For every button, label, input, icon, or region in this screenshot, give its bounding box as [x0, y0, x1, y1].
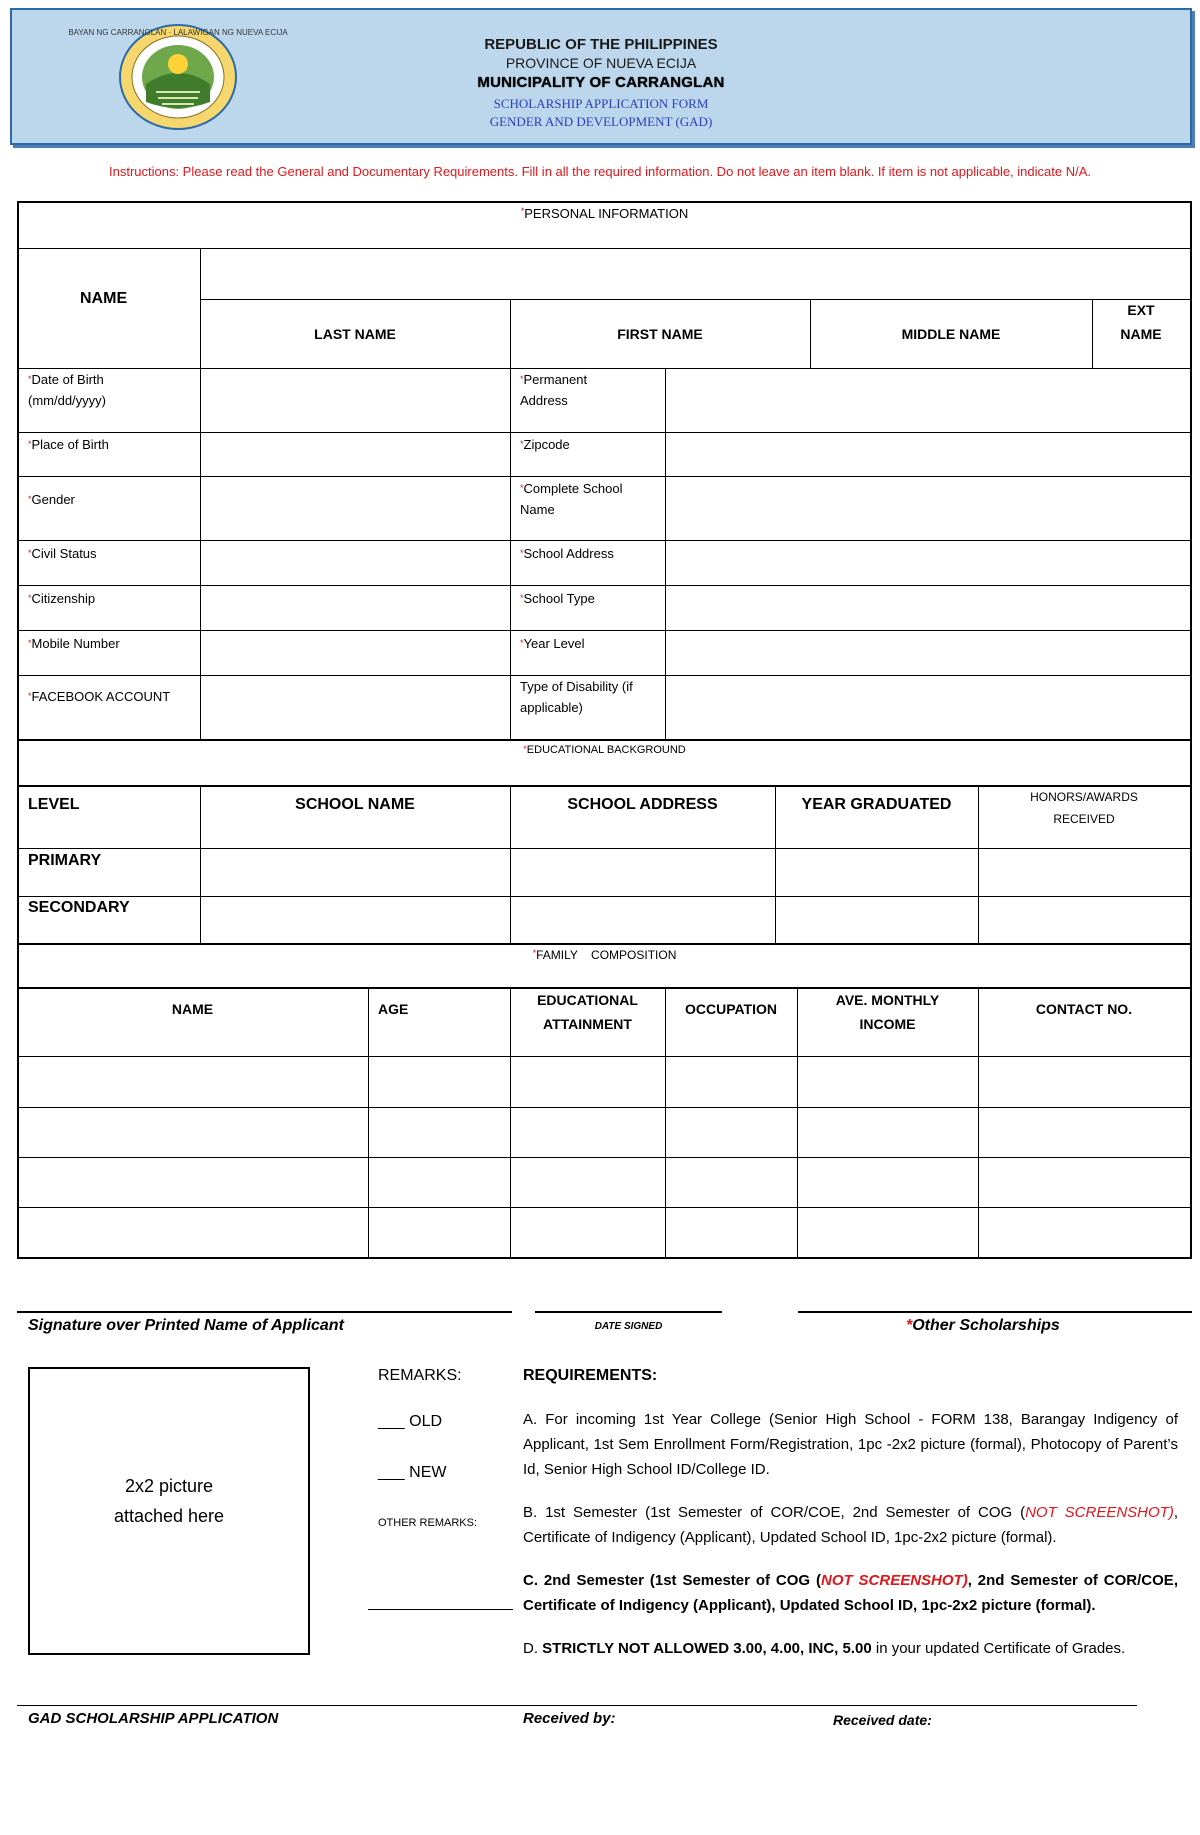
first-name-label: FIRST NAME — [617, 326, 703, 342]
requirement-d: D. STRICTLY NOT ALLOWED 3.00, 4.00, INC, 5.00 in your updated Certificate of Grades. — [523, 1640, 1126, 1657]
disability-input[interactable] — [666, 676, 1190, 738]
applicant-signature-input[interactable] — [17, 1285, 512, 1311]
gad-footer-label: GAD SCHOLARSHIP APPLICATION — [28, 1710, 279, 1727]
school-type-input[interactable] — [666, 586, 1190, 629]
col-educational-attainment: EDUCATIONAL ATTAINMENT — [537, 992, 638, 1032]
education-title: *EDUCATIONAL BACKGROUND — [523, 744, 686, 756]
requirement-c: C. 2nd Semester (1st Semester of COG (NOT SCREENSHOT), 2nd Semester of COR/COE, Certificate of Indigency (Applicant), Updated School ID, 1pc-2x2 picture (formal). — [523, 1572, 1178, 1614]
requirement-b: B. 1st Semester (1st Semester of COR/COE, 2nd Semester of COG (NOT SCREENSHOT), Certificate of Indigency (Applicant), Updated School ID, 1pc-2x2 picture (formal). — [523, 1504, 1178, 1546]
requirement-a: A. For incoming 1st Year College (Senior High School - FORM 138, Barangay Indigency of Applicant, 1st Sem Enrollment Form/Registration, 1pc -2x2 picture (formal), Photocopy of Parent’s Id, Senior High School ID/College ID. — [523, 1411, 1178, 1478]
permanent-address-label: *Permanent Address — [520, 372, 588, 408]
remarks-title: REMARKS: — [378, 1367, 462, 1384]
zipcode-input[interactable] — [666, 433, 1190, 475]
remarks-new[interactable]: ___ NEW — [378, 1464, 447, 1481]
place-of-birth-label: *Place of Birth — [28, 437, 109, 452]
col-family-name: NAME — [171, 1001, 214, 1017]
col-contact: CONTACT NO. — [1035, 1001, 1133, 1017]
mobile-number-label: *Mobile Number — [28, 636, 120, 651]
facebook-label: *FACEBOOK ACCOUNT — [28, 689, 171, 704]
col-honors: HONORS/AWARDS RECEIVED — [1030, 790, 1138, 826]
col-school-name: SCHOOL NAME — [295, 796, 415, 813]
year-level-input[interactable] — [666, 631, 1190, 674]
school-type-label: *School Type — [520, 591, 595, 606]
school-address-label: *School Address — [520, 546, 614, 561]
remarks-old[interactable]: ___ OLD — [378, 1413, 443, 1430]
instructions-text: Instructions: Please read the General and Documentary Requirements. Fill in all the required information. Do not leave an item blank. If item is not applicable, indicate N/A. — [108, 164, 1091, 179]
col-year-graduated: YEAR GRADUATED — [801, 796, 952, 813]
other-remarks-label: OTHER REMARKS: — [378, 1517, 478, 1529]
school-name-input[interactable] — [666, 477, 1190, 539]
school-address-input[interactable] — [666, 541, 1190, 584]
family-title: *FAMILY COMPOSITION — [532, 948, 677, 962]
header-republic: REPUBLIC OF THE PHILIPPINES — [484, 36, 718, 53]
applicant-signature-label: Signature over Printed Name of Applicant — [28, 1317, 344, 1334]
form-header — [10, 8, 1192, 145]
school-name-label: *Complete School Name — [520, 481, 623, 517]
last-name-label: LAST NAME — [314, 326, 396, 342]
header-municipality: MUNICIPALITY OF CARRANGLAN — [477, 74, 725, 91]
date-signed-input[interactable] — [535, 1285, 722, 1311]
photo-box[interactable] — [28, 1367, 310, 1655]
header-province: PROVINCE OF NUEVA ECIJA — [505, 55, 697, 71]
facebook-input[interactable] — [201, 676, 509, 738]
row-primary: PRIMARY — [28, 852, 102, 869]
header-form-title: SCHOLARSHIP APPLICATION FORM — [493, 96, 709, 111]
year-level-label: *Year Level — [520, 636, 585, 651]
row-secondary: SECONDARY — [28, 899, 130, 916]
col-level: LEVEL — [28, 796, 80, 813]
name-label: NAME — [80, 290, 128, 307]
zipcode-label: *Zipcode — [520, 437, 570, 452]
col-school-address: SCHOOL ADDRESS — [567, 796, 718, 813]
requirements-title: REQUIREMENTS: — [523, 1367, 658, 1384]
col-occupation: OCCUPATION — [684, 1001, 778, 1017]
family-row[interactable] — [19, 1108, 1190, 1156]
name-input[interactable] — [201, 250, 1190, 298]
citizenship-label: *Citizenship — [28, 591, 96, 606]
seal-text: BAYAN NG CARRANGLAN · LALAWIGAN NG NUEVA ECIJA — [68, 28, 288, 37]
other-scholarships-label: *Other Scholarships — [906, 1317, 1060, 1334]
dob-label: *Date of Birth (mm/dd/yyyy) — [28, 372, 106, 408]
photo-box-text: 2x2 picture attached here — [113, 1476, 225, 1526]
col-age: AGE — [378, 1001, 409, 1017]
header-gad: GENDER AND DEVELOPMENT (GAD) — [489, 114, 713, 129]
date-signed-label: DATE SIGNED — [594, 1321, 663, 1332]
mobile-number-input[interactable] — [201, 631, 509, 674]
received-by-label: Received by: — [523, 1710, 616, 1727]
permanent-address-input[interactable] — [666, 369, 1190, 431]
disability-label: Type of Disability (if applicable) — [520, 679, 633, 715]
requirements-section — [523, 1367, 1178, 1661]
other-remarks-input[interactable] — [368, 1540, 513, 1608]
dob-input[interactable] — [201, 369, 509, 431]
gender-input[interactable] — [201, 477, 509, 539]
middle-name-label: MIDDLE NAME — [901, 326, 1001, 342]
col-income: AVE. MONTHLY INCOME — [835, 992, 940, 1032]
gender-label: *Gender — [28, 492, 75, 507]
citizenship-input[interactable] — [201, 586, 509, 629]
personal-info-title: *PERSONAL INFORMATION — [520, 206, 689, 221]
family-row[interactable] — [19, 1057, 1190, 1106]
family-row[interactable] — [19, 1158, 1190, 1206]
ext-name-label: EXT NAME — [1120, 302, 1162, 342]
family-row[interactable] — [19, 1208, 1190, 1256]
civil-status-input[interactable] — [201, 541, 509, 584]
civil-status-label: *Civil Status — [28, 546, 97, 561]
place-of-birth-input[interactable] — [201, 433, 509, 475]
received-date-label: Received date: — [833, 1712, 932, 1728]
